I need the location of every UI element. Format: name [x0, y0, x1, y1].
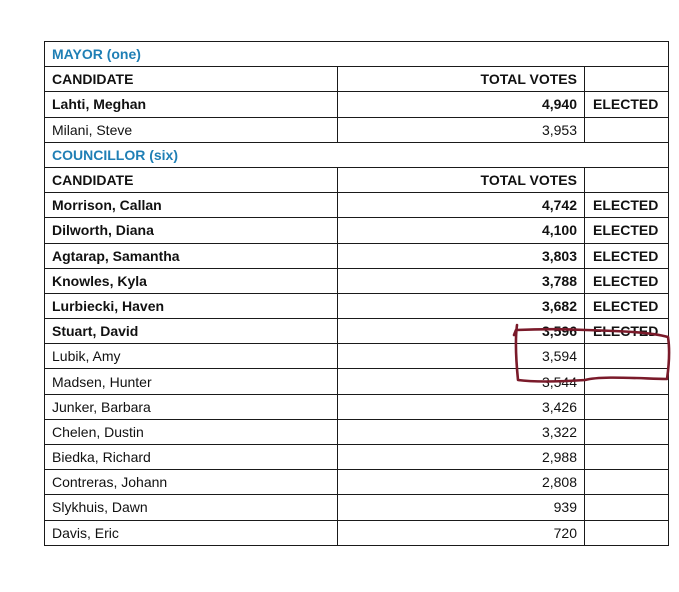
status-badge: ELECTED	[585, 218, 669, 243]
vote-count: 2,988	[338, 445, 585, 470]
candidate-name: Davis, Eric	[45, 520, 338, 545]
vote-count: 3,682	[338, 293, 585, 318]
table-row	[45, 193, 669, 218]
vote-count: 3,322	[338, 419, 585, 444]
candidate-name: Morrison, Callan	[45, 193, 338, 218]
table-row	[45, 117, 669, 142]
vote-count: 4,742	[338, 193, 585, 218]
status-badge: ELECTED	[585, 319, 669, 344]
table-row	[45, 92, 669, 117]
total-votes-header: TOTAL VOTES	[338, 67, 585, 92]
candidate-name: Lubik, Amy	[45, 344, 338, 369]
table-row	[45, 293, 669, 318]
vote-count: 3,596	[338, 319, 585, 344]
candidate-header: CANDIDATE	[45, 67, 338, 92]
vote-count: 3,594	[338, 344, 585, 369]
candidate-name: Lurbiecki, Haven	[45, 293, 338, 318]
status-badge	[585, 495, 669, 520]
election-results-table	[44, 41, 669, 546]
status-badge	[585, 344, 669, 369]
councillor-section-row	[45, 142, 669, 167]
table-row	[45, 218, 669, 243]
vote-count: 3,788	[338, 268, 585, 293]
candidate-name: Slykhuis, Dawn	[45, 495, 338, 520]
status-badge: ELECTED	[585, 92, 669, 117]
candidate-name: Junker, Barbara	[45, 394, 338, 419]
mayor-section-title: MAYOR (one)	[45, 42, 669, 67]
candidate-name: Dilworth, Diana	[45, 218, 338, 243]
table-row	[45, 495, 669, 520]
vote-count: 3,426	[338, 394, 585, 419]
status-badge	[585, 369, 669, 394]
vote-count: 939	[338, 495, 585, 520]
mayor-header-row	[45, 67, 669, 92]
candidate-name: Knowles, Kyla	[45, 268, 338, 293]
mayor-section-row	[45, 42, 669, 67]
councillor-header-row	[45, 167, 669, 192]
status-badge	[585, 394, 669, 419]
table-row	[45, 369, 669, 394]
table-row	[45, 419, 669, 444]
status-badge: ELECTED	[585, 193, 669, 218]
status-badge	[585, 520, 669, 545]
table-row	[45, 470, 669, 495]
status-header	[585, 67, 669, 92]
table-row	[45, 445, 669, 470]
table-row	[45, 344, 669, 369]
vote-count: 4,940	[338, 92, 585, 117]
total-votes-header: TOTAL VOTES	[338, 167, 585, 192]
vote-count: 3,544	[338, 369, 585, 394]
status-badge	[585, 117, 669, 142]
vote-count: 2,808	[338, 470, 585, 495]
candidate-name: Biedka, Richard	[45, 445, 338, 470]
table-row	[45, 268, 669, 293]
table-row	[45, 394, 669, 419]
status-badge	[585, 470, 669, 495]
candidate-name: Agtarap, Samantha	[45, 243, 338, 268]
vote-count: 720	[338, 520, 585, 545]
candidate-name: Chelen, Dustin	[45, 419, 338, 444]
candidate-header: CANDIDATE	[45, 167, 338, 192]
councillor-section-title: COUNCILLOR (six)	[45, 142, 669, 167]
table-row	[45, 520, 669, 545]
candidate-name: Lahti, Meghan	[45, 92, 338, 117]
status-badge: ELECTED	[585, 268, 669, 293]
vote-count: 3,953	[338, 117, 585, 142]
status-badge: ELECTED	[585, 293, 669, 318]
vote-count: 3,803	[338, 243, 585, 268]
vote-count: 4,100	[338, 218, 585, 243]
status-header	[585, 167, 669, 192]
table-row	[45, 243, 669, 268]
candidate-name: Milani, Steve	[45, 117, 338, 142]
status-badge	[585, 445, 669, 470]
candidate-name: Madsen, Hunter	[45, 369, 338, 394]
candidate-name: Stuart, David	[45, 319, 338, 344]
status-badge	[585, 419, 669, 444]
table-row	[45, 319, 669, 344]
candidate-name: Contreras, Johann	[45, 470, 338, 495]
status-badge: ELECTED	[585, 243, 669, 268]
